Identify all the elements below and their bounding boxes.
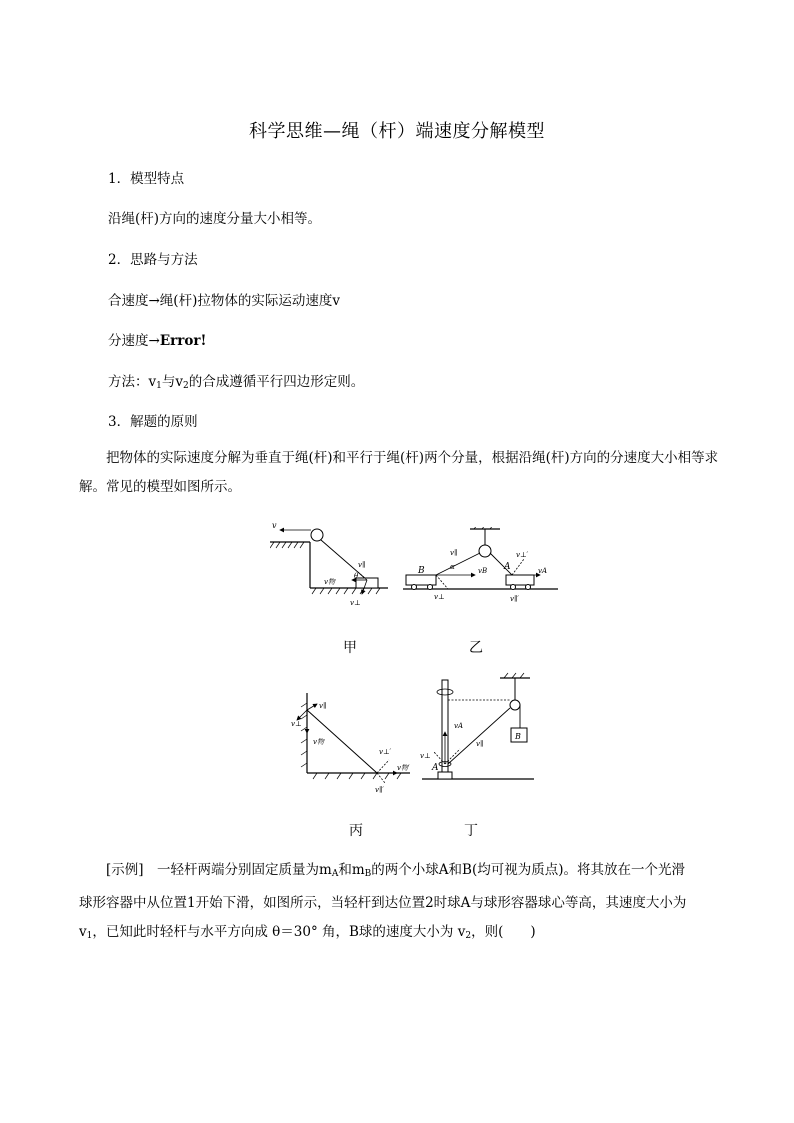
figure-yi bbox=[400, 527, 560, 607]
label-v-A-ding: vA bbox=[454, 722, 464, 730]
label-v-obj-prime: v物′ bbox=[397, 764, 410, 772]
label-v-obj: v物 bbox=[324, 578, 335, 586]
example-tag: [示例] bbox=[106, 862, 144, 878]
example-l1b: 和m bbox=[338, 862, 365, 878]
section-2-line-b-prefix: 分速度→ bbox=[108, 333, 160, 349]
section-2-line-b bbox=[108, 329, 206, 349]
section-2-heading: 2．思路与方法 bbox=[108, 252, 198, 268]
label-alpha: α bbox=[450, 563, 455, 571]
label-v-par-yi: v∥ bbox=[450, 549, 458, 557]
section-1-text: 沿绳(杆)方向的速度分量大小相等。 bbox=[108, 211, 322, 227]
label-A: A bbox=[504, 562, 511, 572]
subscript-2: 2 bbox=[183, 381, 189, 391]
example-sub-A: A bbox=[331, 869, 339, 879]
example-sub-B: B bbox=[364, 869, 372, 879]
label-v-perp: v⊥ bbox=[350, 599, 361, 607]
figure-jia bbox=[270, 512, 390, 612]
label-B: B bbox=[418, 566, 425, 576]
subscript-1: 1 bbox=[156, 381, 162, 391]
method-part-1: 方法：v bbox=[108, 374, 157, 390]
section-3-heading: 3．解题的原则 bbox=[108, 414, 198, 430]
figure-ding bbox=[418, 672, 538, 787]
label-v-A: vA bbox=[538, 567, 548, 575]
label-v-perp-ding: v⊥ bbox=[420, 752, 431, 760]
label-v-perp-prime-bing: v⊥′ bbox=[379, 748, 392, 756]
error-text: Error! bbox=[159, 333, 207, 349]
caption-yi: 乙 bbox=[469, 640, 483, 656]
example-sub-2: 2 bbox=[465, 931, 472, 941]
example-l1a: 一轻杆两端分别固定质量为m bbox=[157, 862, 332, 878]
label-v-perp-bing: v⊥ bbox=[291, 720, 302, 728]
caption-bing: 丙 bbox=[349, 823, 363, 839]
label-B-ding: B bbox=[515, 732, 521, 741]
example-l3b: ，已知此时轻杆与水平方向成 θ＝30° 角，B球的速度大小为 v bbox=[92, 924, 466, 940]
example-l3c: ，则( ) bbox=[471, 924, 536, 940]
label-v-par-ding: v∥ bbox=[476, 740, 484, 748]
section-2-line-a: 合速度→绳(杆)拉物体的实际运动速度v bbox=[108, 293, 340, 309]
example-sub-1: 1 bbox=[86, 931, 93, 941]
example-line-3 bbox=[79, 918, 719, 951]
label-v-perp-yi: v⊥ bbox=[434, 593, 445, 601]
label-A-ding: A bbox=[432, 763, 439, 773]
example-line-1 bbox=[79, 856, 719, 889]
label-v-obj-bing: v物 bbox=[313, 738, 324, 746]
method-part-3: 的合成遵循平行四边形定则。 bbox=[188, 374, 365, 390]
label-v-par: v∥ bbox=[358, 561, 366, 569]
label-v-par-prime-bing: v∥′ bbox=[375, 786, 384, 794]
example-paragraph bbox=[79, 856, 719, 951]
label-theta: θ bbox=[354, 572, 359, 580]
label-v: v bbox=[272, 521, 277, 530]
method-part-2: 与v bbox=[161, 374, 184, 390]
label-v-par-prime: v∥′ bbox=[510, 595, 519, 603]
label-v-B: vB bbox=[478, 567, 488, 575]
caption-jia: 甲 bbox=[343, 640, 357, 656]
section-3-paragraph: 把物体的实际速度分解为垂直于绳(杆)和平行于绳(杆)两个分量，根据沿绳(杆)方向的分速度大小相等求解。常见的模型如图所示。 bbox=[79, 450, 719, 495]
figure-bing bbox=[285, 688, 415, 798]
label-v-perp-prime: v⊥′ bbox=[516, 551, 529, 559]
label-v-par-bing: v∥ bbox=[319, 702, 327, 710]
example-line-2: 球形容器中从位置1开始下滑，如图所示，当轻杆到达位置2时球A与球形容器球心等高，其速度大小为 bbox=[79, 895, 687, 911]
page-title: 科学思维—绳（杆）端速度分解模型 bbox=[249, 121, 545, 142]
caption-ding: 丁 bbox=[464, 823, 478, 839]
example-l3a: v bbox=[79, 924, 87, 940]
section-1-heading: 1．模型特点 bbox=[108, 171, 185, 187]
section-2-line-c bbox=[108, 370, 364, 391]
example-l1c: 的两个小球A和B(均可视为质点)。将其放在一个光滑 bbox=[371, 862, 685, 878]
